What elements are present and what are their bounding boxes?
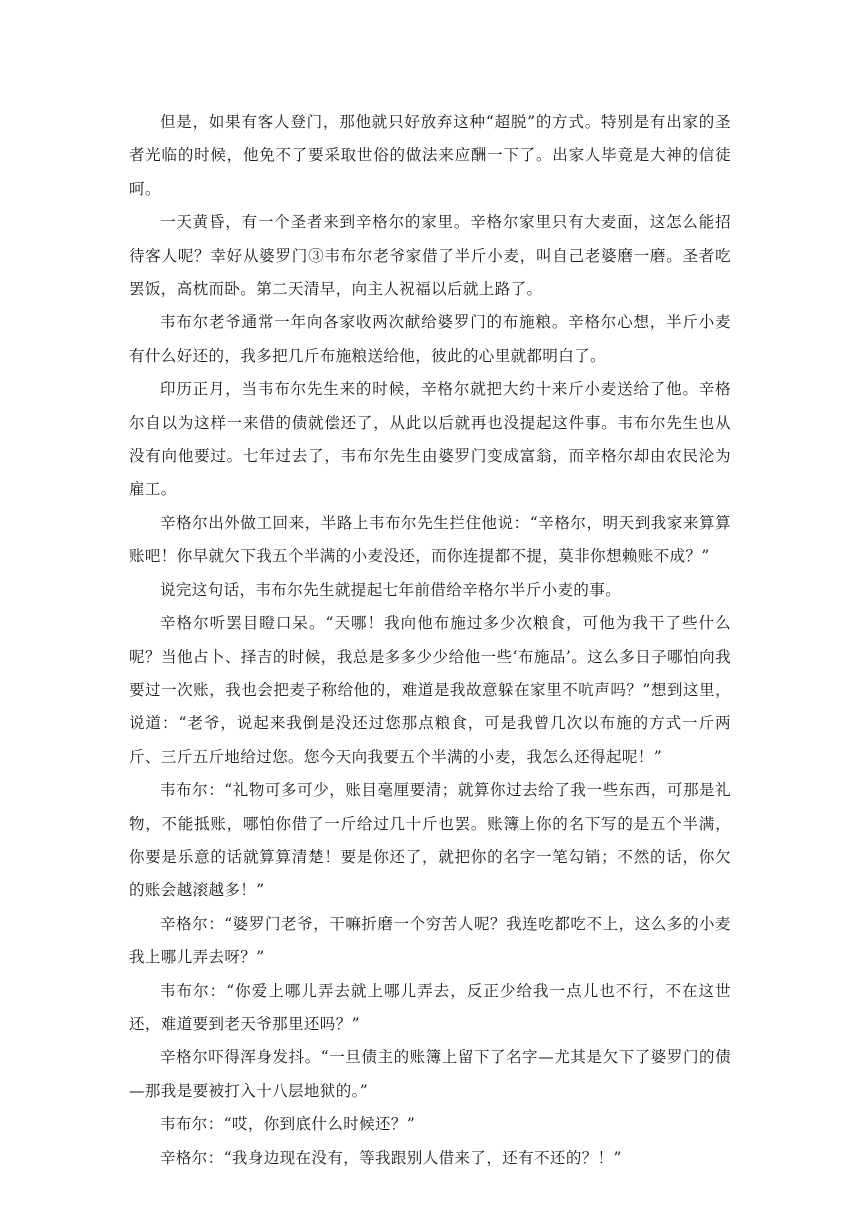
paragraph-4: 印历正月，当韦布尔先生来的时候，辛格尔就把大约十来斤小麦送给了他。辛格尔自以为这样一来借的债就偿还了，从此以后就再也没提起这件事。韦布尔先生也从没有向他要过。七年过去了，韦布尔先生由婆罗门变成富翁，而辛格尔却由农民沦为雇工。 [129, 380, 731, 499]
paragraph-2: 一天黄昏，有一个圣者来到辛格尔的家里。辛格尔家里只有大麦面，这怎么能招待客人呢？幸好从婆罗门③韦布尔老爷家借了半斤小麦，叫自己老婆磨一磨。圣者吃罢饭，高枕而卧。第二天清早，向主人祝福以后就上路了。 [129, 213, 731, 299]
paragraph-11: 辛格尔吓得浑身发抖。“一旦债主的账簿上留下了名字—尤其是欠下了婆罗门的债—那我是要被打入十八层地狱的。” [129, 1048, 731, 1100]
story-text [129, 106, 731, 1175]
paragraph-3: 韦布尔老爷通常一年向各家收两次献给婆罗门的布施粮。辛格尔心想，半斤小麦有什么好还的，我多把几斤布施粮送给他，彼此的心里就都明白了。 [129, 313, 731, 365]
paragraph-1: 但是，如果有客人登门，那他就只好放弃这种“超脱”的方式。特别是有出家的圣者光临的时候，他免不了要采取世俗的做法来应酬一下了。出家人毕竟是大神的信徒呵。 [129, 113, 731, 198]
paragraph-6: 说完这句话，韦布尔先生就提起七年前借给辛格尔半斤小麦的事。 [160, 580, 622, 599]
paragraph-8: 韦布尔：“礼物可多可少，账目毫厘要清；就算你过去给了我一些东西，可那是礼物，不能抵账，哪怕你借了一斤给过几十斤也罢。账簿上你的名下写的是五个半满，你要是乐意的话就算算清楚！要是你还了，就把你的名字一笔勾销；不然的话，你欠的账会越滚越多！” [129, 781, 731, 900]
paragraph-10: 韦布尔：“你爱上哪儿弄去就上哪儿弄去，反正少给我一点儿也不行，不在这世还，难道要到老天爷那里还吗？” [129, 981, 731, 1033]
paragraph-7: 辛格尔听罢目瞪口呆。“天哪！我向他布施过多少次粮食，可他为我干了些什么呢？当他占卜、择吉的时候，我总是多多少少给他一些‘布施品’。这么多日子哪怕向我要过一次账，我也会把麦子称给他的，难道是我故意躲在家里不吭声吗？”想到这里，说道：“老爷，说起来我倒是没还过您那点粮食，可是我曾几次以布施的方式一斤两斤、三斤五斤地给过您。您今天向我要五个半满的小麦，我怎么还得起呢！” [129, 614, 731, 766]
paragraph-13: 辛格尔：“我身边现在没有，等我跟别人借来了，还有不还的？！” [160, 1148, 622, 1167]
paragraph-9: 辛格尔：“婆罗门老爷，干嘛折磨一个穷苦人呢？我连吃都吃不上，这么多的小麦我上哪儿弄去呀？” [129, 914, 731, 967]
paragraph-12: 韦布尔：“哎，你到底什么时候还？” [160, 1115, 416, 1134]
paragraph-5: 辛格尔出外做工回来，半路上韦布尔先生拦住他说：“辛格尔，明天到我家来算算账吧！你早就欠下我五个半满的小麦没还，而你连提都不提，莫非你想赖账不成？” [129, 513, 731, 566]
